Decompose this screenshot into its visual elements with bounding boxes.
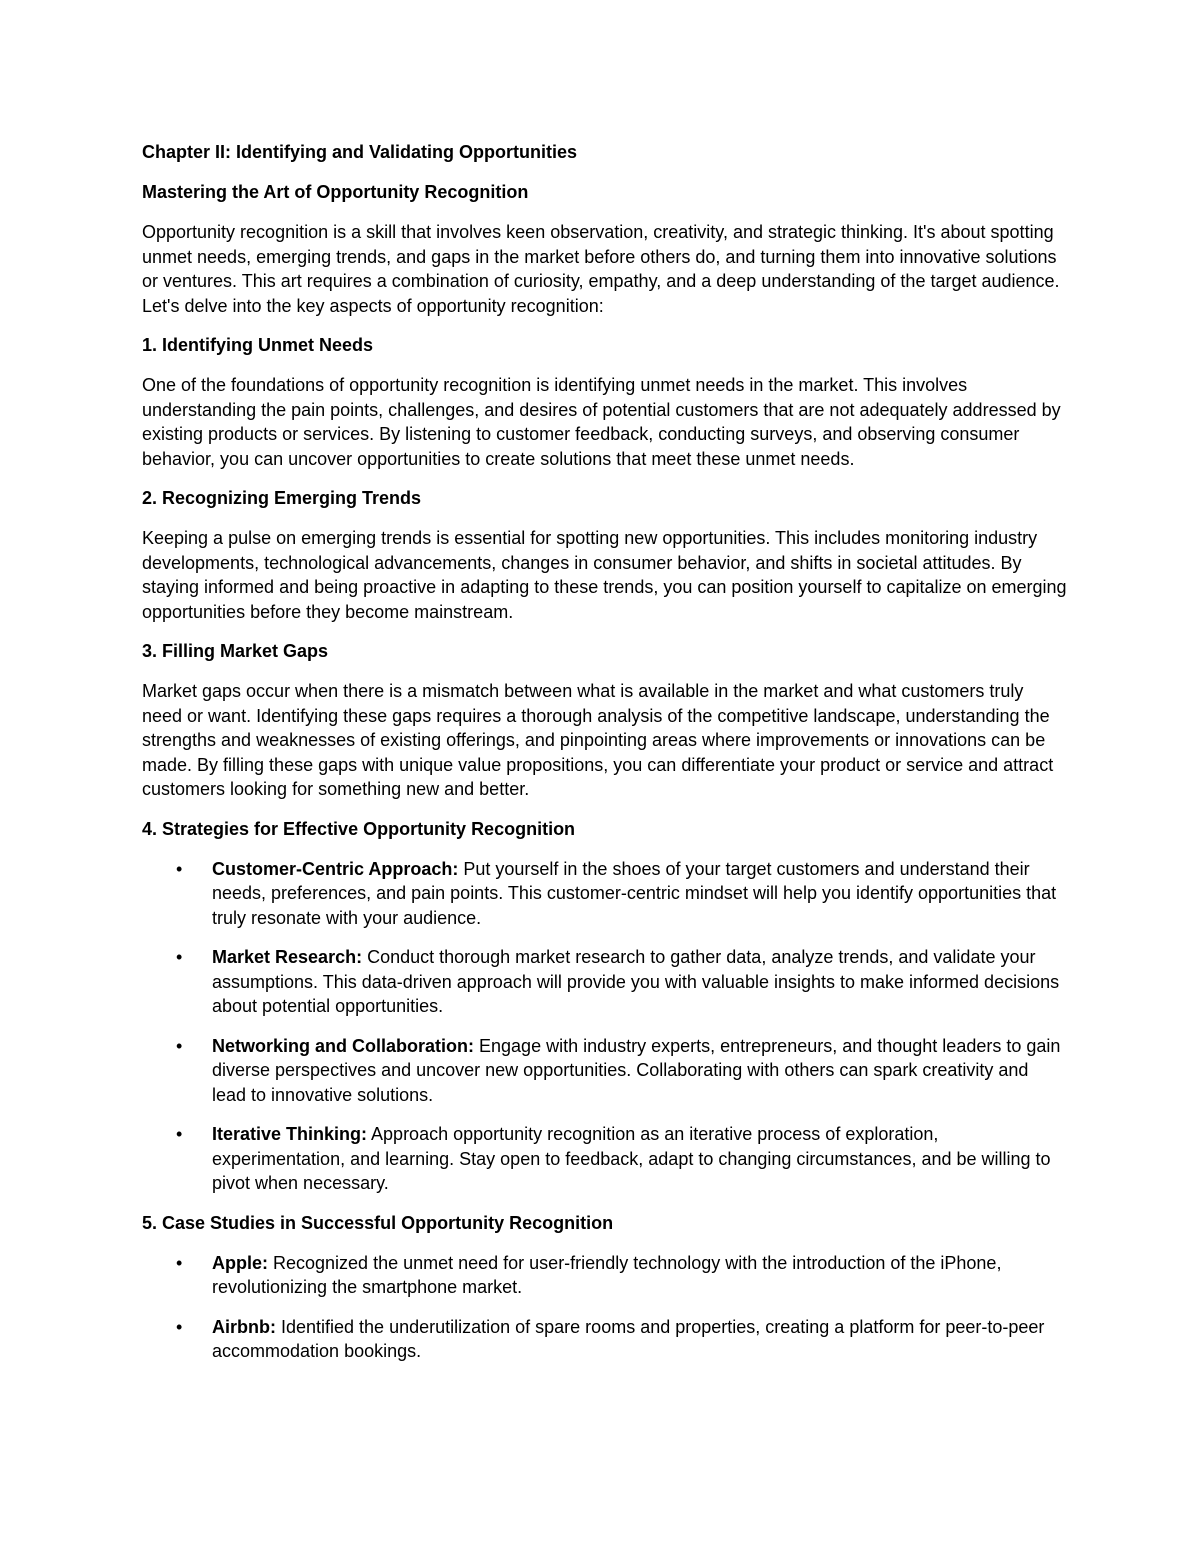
bullet-label: Customer-Centric Approach:	[212, 858, 459, 879]
list-item	[142, 1315, 1067, 1364]
bullet-text: Recognized the unmet need for user-friendly technology with the introduction of the iPhone, revolutionizing the smartphone market.	[212, 1252, 1002, 1297]
case-studies-list	[142, 1251, 1067, 1364]
document-content	[142, 140, 1067, 1379]
section-body-market-gaps: Market gaps occur when there is a mismatch between what is available in the market and what customers truly need or want. Identifying these gaps requires a thorough analysis of the competitive landscape, understanding the strengths and weaknesses of existing offerings, and pinpointing areas where improvements or innovations can be made. By filling these gaps with unique value propositions, you can differentiate your product or service and attract customers looking for something new and better.	[142, 681, 1054, 799]
bullet-icon: •	[176, 1316, 183, 1337]
intro-paragraph: Opportunity recognition is a skill that involves keen observation, creativity, and strategic thinking. It's about spotting unmet needs, emerging trends, and gaps in the market before others do, and turning them into innovative solutions or ventures. This art requires a combination of curiosity, empathy, and a deep understanding of the target audience. Let's delve into the key aspects of opportunity recognition:	[142, 222, 1060, 316]
bullet-icon: •	[176, 947, 183, 967]
section-title-market-gaps: 3. Filling Market Gaps	[142, 641, 329, 661]
list-item	[142, 1122, 1067, 1196]
list-item	[142, 945, 1067, 1019]
bullet-text: Approach opportunity recognition as an iterative process of exploration, experimentation, and learning. Stay open to feedback, adapt to changing circumstances, and be willing to pivot when necessary.	[212, 1124, 1051, 1193]
bullet-label: Airbnb:	[212, 1316, 276, 1337]
strategies-list	[142, 857, 1067, 1196]
bullet-text: Engage with industry experts, entrepreneurs, and thought leaders to gain diverse perspectives and uncover new opportunities. Collaborating with others can spark creativity and lead to innovative solutions.	[212, 1035, 1061, 1105]
section-title-emerging-trends: 2. Recognizing Emerging Trends	[142, 488, 422, 508]
bullet-text: Conduct thorough market research to gather data, analyze trends, and validate your assumptions. This data-driven approach will provide you with valuable insights to make informed decisions about potential opportunities.	[212, 947, 1060, 1016]
section-title-unmet-needs: 1. Identifying Unmet Needs	[142, 335, 374, 355]
bullet-label: Networking and Collaboration:	[212, 1035, 475, 1056]
section-title-case-studies: 5. Case Studies in Successful Opportunity Recognition	[142, 1212, 614, 1233]
bullet-label: Iterative Thinking:	[212, 1124, 368, 1144]
section-body-emerging-trends: Keeping a pulse on emerging trends is essential for spotting new opportunities. This includes monitoring industry developments, technological advancements, changes in consumer behavior, and shifts in societal attitudes. By staying informed and being proactive in adapting to these trends, you can position yourself to capitalize on emerging opportunities before they become mainstream.	[142, 528, 1067, 622]
bullet-text: Put yourself in the shoes of your target customers and understand their needs, preferences, and pain points. This customer-centric mindset will help you identify opportunities that truly resonate with your audience.	[212, 858, 1057, 928]
chapter-title: Chapter II: Identifying and Validating Opportunities	[142, 142, 578, 162]
list-item	[142, 1034, 1067, 1108]
bullet-icon: •	[176, 858, 183, 879]
bullet-icon: •	[176, 1124, 183, 1144]
list-item	[142, 1251, 1067, 1300]
bullet-label: Apple:	[212, 1252, 268, 1273]
bullet-text: Identified the underutilization of spare rooms and properties, creating a platform for peer-to-peer accommodation bookings.	[212, 1316, 1045, 1361]
bullet-icon: •	[176, 1035, 183, 1056]
list-item	[142, 857, 1067, 931]
bullet-icon: •	[176, 1252, 183, 1273]
section-subtitle: Mastering the Art of Opportunity Recognition	[142, 182, 529, 202]
section-body-unmet-needs: One of the foundations of opportunity recognition is identifying unmet needs in the market. This involves understanding the pain points, challenges, and desires of potential customers that are not adequately addressed by existing products or services. By listening to customer feedback, conducting surveys, and observing consumer behavior, you can uncover opportunities to create solutions that meet these unmet needs.	[142, 375, 1061, 469]
section-title-strategies: 4. Strategies for Effective Opportunity Recognition	[142, 818, 576, 839]
bullet-label: Market Research:	[212, 947, 363, 967]
